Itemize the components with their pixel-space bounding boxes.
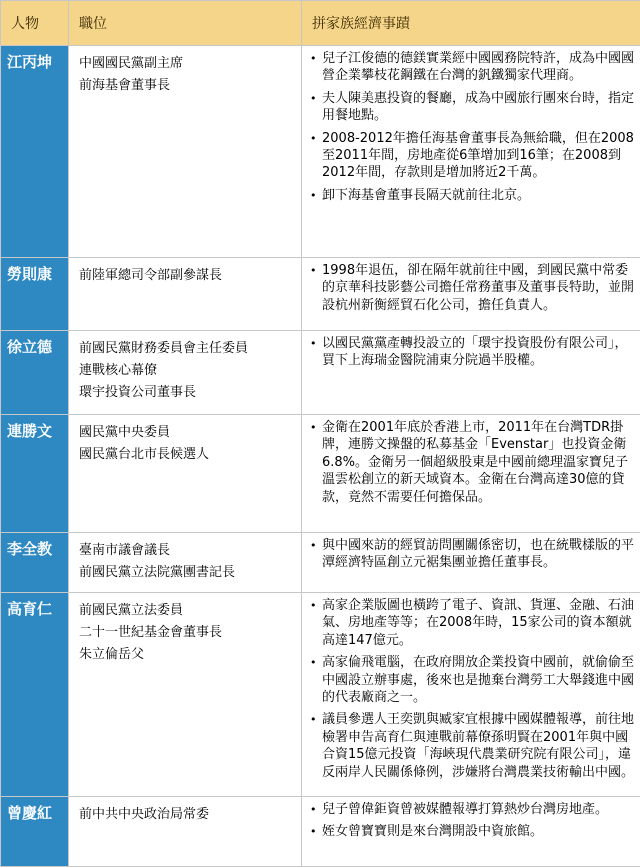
table-row [1, 593, 640, 797]
deed-item: • 議員參選人王奕凱與臧家宜根據中國媒體報導，前往地檢署申告高育仁與連戰前幕僚孫明賢在2001年與中國合資15億元投資「海峽現代農業研究院有限公司」，違反兩岸人民關係條例，涉嫌將台灣農業技術輸出中國。 [310, 711, 634, 781]
position-line: 朱立倫岳父 [79, 647, 145, 662]
table-row [1, 533, 640, 593]
position-line: 二十一世紀基金會董事長 [79, 625, 223, 640]
deed-item: • 金衛在2001年底於香港上市，2011年在台灣TDR掛牌，連勝文操盤的私募基金「Evenstar」也投資金衛6.8%。金衛另一個超級股東是中國前總理溫家寶兒子溫雲松創立的新天域資本。金衛在台灣高達30億的貸款，竟然不需要任何擔保品。 [310, 419, 634, 506]
position-cell [69, 797, 302, 867]
position-line: 前中共中央政治局常委 [79, 807, 210, 822]
position-line: 連戰核心幕僚 [79, 363, 158, 378]
position-line: 前國民黨立法院黨團書記長 [79, 565, 236, 580]
person-name: 曾慶紅 [1, 797, 69, 867]
deed-item: • 夫人陳美惠投資的餐廳，成為中國旅行團來台時，指定用餐地點。 [310, 90, 634, 125]
position-line: 臺南市議會議長 [79, 543, 171, 558]
position-line: 前國民黨立法委員 [79, 603, 184, 618]
table-row [1, 415, 640, 533]
deeds-cell [302, 415, 640, 533]
header-person: 人物 [1, 1, 69, 46]
position-cell [69, 533, 302, 593]
person-name: 徐立德 [1, 331, 69, 415]
position-cell [69, 331, 302, 415]
deed-item: • 以國民黨黨產轉投設立的「環宇投資股份有限公司」，買下上海瑞金醫院浦東分院過半股權。 [310, 335, 634, 370]
position-line: 中國國民黨副主席 [79, 56, 184, 71]
position-cell [69, 258, 302, 331]
person-name: 李全教 [1, 533, 69, 593]
position-line: 前國民黨財務委員會主任委員 [79, 341, 249, 356]
deed-item: • 高家倫飛電腦，在政府開放企業投資中國前，就偷偷至中國設立辦事處，後來也是拋棄台灣勞工大舉錢進中國的代表廠商之一。 [310, 654, 634, 706]
deed-item: • 兒子江俊德的德鎂實業經中國國務院特許，成為中國國營企業攀枝花鋼鐵在台灣的釩鐵獨家代理商。 [310, 50, 634, 85]
position-cell [69, 46, 302, 258]
deeds-cell [302, 46, 640, 258]
position-line: 前陸軍總司令部副參謀長 [79, 268, 223, 283]
deed-item: • 2008-2012年擔任海基會董事長為無給職，但在2008至2011年間，房地產從6筆增加到16筆；在2008到2012年間，存款則是增加將近2千萬。 [310, 130, 634, 182]
person-name: 高育仁 [1, 593, 69, 797]
table-row [1, 46, 640, 258]
position-line: 國民黨中央委員 [79, 425, 171, 440]
deeds-cell [302, 797, 640, 867]
deed-item: • 姪女曾寶寶則是來台灣開設中資旅館。 [310, 823, 634, 840]
deeds-cell [302, 593, 640, 797]
table-row [1, 331, 640, 415]
position-line: 前海基會董事長 [79, 78, 171, 93]
deeds-cell [302, 533, 640, 593]
deed-item: • 卸下海基會董事長隔天就前往北京。 [310, 187, 634, 204]
position-cell [69, 593, 302, 797]
deed-item: • 高家企業版圖也橫跨了電子、資訊、貨運、金融、石油氣、房地產等等；在2008年時，15家公司的資本額就高達147億元。 [310, 597, 634, 649]
person-name: 勞則康 [1, 258, 69, 331]
deed-item: • 1998年退伍，卻在隔年就前往中國，到國民黨中常委的京華科技影藝公司擔任常務董事及董事長特助，並開設杭州新衡經貿石化公司，擔任負責人。 [310, 262, 634, 314]
deed-item: • 與中國來訪的經貿訪問團關係密切，也在統戰樣版的平潭經濟特區創立元裾集團並擔任董事長。 [310, 537, 634, 572]
deeds-cell [302, 331, 640, 415]
header-deeds: 拼家族經濟事蹟 [302, 1, 640, 46]
position-cell [69, 415, 302, 533]
header-row [1, 1, 640, 46]
table-row [1, 797, 640, 867]
person-name: 江丙坤 [1, 46, 69, 258]
person-name: 連勝文 [1, 415, 69, 533]
position-line: 國民黨台北市長候選人 [79, 447, 210, 462]
header-position: 職位 [69, 1, 302, 46]
table-row [1, 258, 640, 331]
deeds-cell [302, 258, 640, 331]
position-line: 環宇投資公司董事長 [79, 385, 197, 400]
deed-item: • 兒子曾偉鉅資曾被媒體報導打算熱炒台灣房地產。 [310, 801, 634, 818]
